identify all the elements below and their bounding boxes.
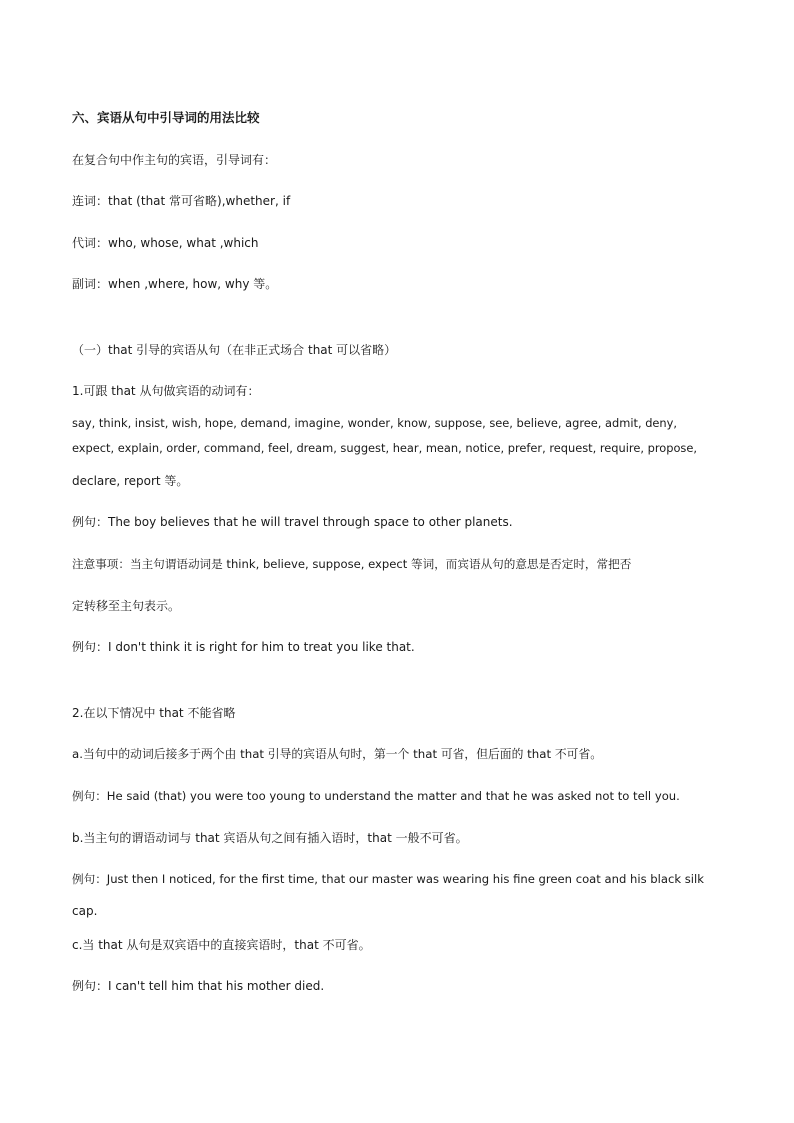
- point-2a: a.当句中的动词后接多于两个由 that 引导的宾语从句时，第一个 that 可省，但后面的 that 不可省。: [72, 747, 603, 761]
- point-2-title: 2.在以下情况中 that 不能省略: [72, 706, 236, 720]
- pronouns-line: 代词：who, whose, what ,which: [72, 236, 259, 250]
- example-1: 例句：The boy believes that he will travel through space to other planets.: [72, 515, 513, 529]
- note-line-2: 定转移至主句表示。: [72, 599, 181, 613]
- verbs-line-1: say, think, insist, wish, hope, demand, imagine, wonder, know, suppose, see, believe, agree, admit, deny,: [72, 416, 678, 430]
- point-1-title: 1.可跟 that 从句做宾语的动词有：: [72, 384, 260, 398]
- example-4-line-1: 例句：Just then I noticed, for the first time, that our master was wearing his fine green coat and his black silk: [72, 872, 704, 886]
- point-2b: b.当主句的谓语动词与 that 宾语从句之间有插入语时，that 一般不可省。: [72, 831, 468, 845]
- verbs-line-3: declare, report 等。: [72, 474, 189, 488]
- subsection-1-title: （一）that 引导的宾语从句（在非正式场合 that 可以省略）: [72, 343, 397, 357]
- example-4-line-2: cap.: [72, 904, 98, 918]
- conjunctions-line: 连词：that (that 常可省略),whether, if: [72, 194, 291, 208]
- note-line-1: 注意事项：当主句谓语动词是 think, believe, suppose, expect 等词，而宾语从句的意思是否定时，常把否: [72, 557, 632, 571]
- example-5: 例句：I can't tell him that his mother died.: [72, 979, 325, 993]
- section-title: 六、宾语从句中引导词的用法比较: [72, 110, 260, 125]
- example-3: 例句：He said (that) you were too young to understand the matter and that he was asked not to tell you.: [72, 789, 680, 803]
- verbs-line-2: expect, explain, order, command, feel, dream, suggest, hear, mean, notice, prefer, request, require, propose,: [72, 441, 697, 455]
- intro-text: 在复合句中作主句的宾语，引导词有：: [72, 153, 277, 167]
- example-2: 例句：I don't think it is right for him to treat you like that.: [72, 640, 415, 654]
- adverbs-line: 副词：when ,where, how, why 等。: [72, 277, 278, 291]
- point-2c: c.当 that 从句是双宾语中的直接宾语时，that 不可省。: [72, 938, 371, 952]
